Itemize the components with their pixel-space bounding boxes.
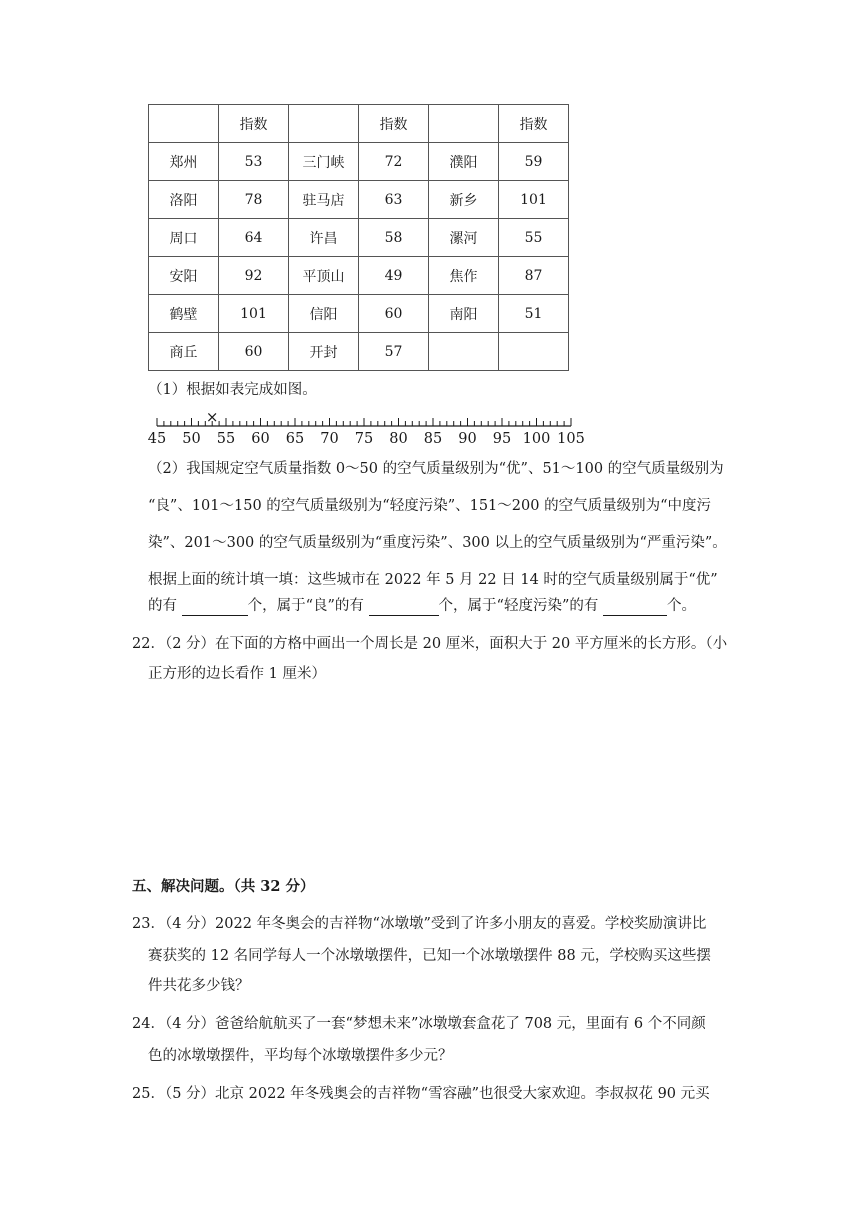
city-cell: 南阳 (429, 295, 499, 333)
q25-line-1: 25．（5 分）北京 2022 年冬残奥会的吉祥物“雪容融”也很受大家欢迎。李叔叔花 90 元买 (132, 1086, 710, 1102)
city-cell: 安阳 (149, 257, 219, 295)
tick-label: 100 (522, 431, 551, 447)
city-cell: 信阳 (289, 295, 359, 333)
answer-blank-light-pollution[interactable] (603, 599, 667, 616)
index-cell: 58 (359, 219, 429, 257)
table-row (149, 143, 569, 181)
city-cell: 濮阳 (429, 143, 499, 181)
index-cell: 59 (499, 143, 569, 181)
table-row (149, 257, 569, 295)
q2-line-2: “良”、101～150 的空气质量级别为“轻度污染”、151～200 的空气质量级别为“中度污 (148, 498, 711, 514)
table-header-cell (429, 105, 499, 143)
tick-label: 65 (285, 431, 305, 447)
q1-text: （1）根据如表完成如图。 (148, 382, 317, 398)
index-cell: 60 (359, 295, 429, 333)
index-cell: 72 (359, 143, 429, 181)
city-cell: 许昌 (289, 219, 359, 257)
tick-label: 55 (216, 431, 236, 447)
q2-line-1: （2）我国规定空气质量指数 0～50 的空气质量级别为“优”、51～100 的空气质量级别为 (148, 461, 724, 477)
q2-line-5 (148, 596, 696, 616)
index-cell: 101 (499, 181, 569, 219)
city-cell: 焦作 (429, 257, 499, 295)
tick-label: 45 (147, 431, 167, 447)
q24-line-2: 色的冰墩墩摆件，平均每个冰墩墩摆件多少元？ (148, 1048, 453, 1064)
city-cell: 洛阳 (149, 181, 219, 219)
tick-label: 85 (423, 431, 443, 447)
q22-line-2: 正方形的边长看作 1 厘米） (148, 666, 326, 682)
table-header-cell: 指数 (219, 105, 289, 143)
index-cell: 57 (359, 333, 429, 371)
number-line (140, 402, 590, 448)
q2-line-5-c: 个，属于“轻度污染”的有 (438, 598, 603, 614)
city-cell: 鹤壁 (149, 295, 219, 333)
city-cell: 开封 (289, 333, 359, 371)
index-cell (499, 333, 569, 371)
city-cell: 周口 (149, 219, 219, 257)
index-cell: 60 (219, 333, 289, 371)
index-cell: 51 (499, 295, 569, 333)
table-row (149, 181, 569, 219)
index-cell: 63 (359, 181, 429, 219)
q23-line-3: 件共花多少钱？ (148, 978, 250, 994)
table-header-cell: 指数 (359, 105, 429, 143)
index-cell: 64 (219, 219, 289, 257)
data-mark-cross: × (205, 408, 219, 426)
city-cell: 郑州 (149, 143, 219, 181)
q22-line-1: 22．（2 分）在下面的方格中画出一个周长是 20 厘米，面积大于 20 平方厘米的长方形。（小 (132, 636, 728, 652)
table-row (149, 295, 569, 333)
q2-line-5-a: 的有 (148, 598, 182, 614)
tick-label: 70 (320, 431, 339, 447)
city-cell: 漯河 (429, 219, 499, 257)
index-cell: 92 (219, 257, 289, 295)
q23-line-2: 赛获奖的 12 名同学每人一个冰墩墩摆件，已知一个冰墩墩摆件 88 元，学校购买这些摆 (148, 948, 711, 964)
table-header-cell (289, 105, 359, 143)
index-cell: 87 (499, 257, 569, 295)
tick-label: 50 (182, 431, 201, 447)
aqi-table (148, 104, 569, 371)
table-header-cell: 指数 (499, 105, 569, 143)
city-cell: 三门峡 (289, 143, 359, 181)
q23-line-1: 23．（4 分）2022 年冬奥会的吉祥物“冰墩墩”受到了许多小朋友的喜爱。学校奖励演讲比 (132, 916, 707, 932)
tick-label: 75 (354, 431, 374, 447)
answer-blank-excellent[interactable] (182, 599, 248, 616)
tick-label: 60 (251, 431, 270, 447)
tick-label: 80 (389, 431, 408, 447)
index-cell: 78 (219, 181, 289, 219)
section-5-title: 五、解决问题。（共 32 分） (132, 878, 315, 895)
city-cell (429, 333, 499, 371)
tick-label: 105 (557, 431, 585, 447)
q24-line-1: 24．（4 分）爸爸给航航买了一套“梦想未来”冰墩墩套盒花了 708 元，里面有 6 个不同颜 (132, 1016, 706, 1032)
answer-blank-good[interactable] (369, 599, 439, 616)
index-cell: 53 (219, 143, 289, 181)
tick-label: 90 (458, 431, 477, 447)
city-cell: 商丘 (149, 333, 219, 371)
index-cell: 101 (219, 295, 289, 333)
q2-line-3: 染”、201～300 的空气质量级别为“重度污染”、300 以上的空气质量级别为“严重污染”。 (148, 535, 727, 551)
table-row (149, 333, 569, 371)
tick-label: 95 (492, 431, 512, 447)
q2-line-5-d: 个。 (666, 598, 696, 614)
city-cell: 平顶山 (289, 257, 359, 295)
table-row (149, 219, 569, 257)
city-cell: 驻马店 (289, 181, 359, 219)
city-cell: 新乡 (429, 181, 499, 219)
q2-line-4: 根据上面的统计填一填：这些城市在 2022 年 5 月 22 日 14 时的空气质量级别属于“优” (148, 572, 718, 588)
table-header-cell (149, 105, 219, 143)
index-cell: 49 (359, 257, 429, 295)
index-cell: 55 (499, 219, 569, 257)
q2-line-5-b: 个，属于“良”的有 (247, 598, 369, 614)
table-header-row (149, 105, 569, 143)
